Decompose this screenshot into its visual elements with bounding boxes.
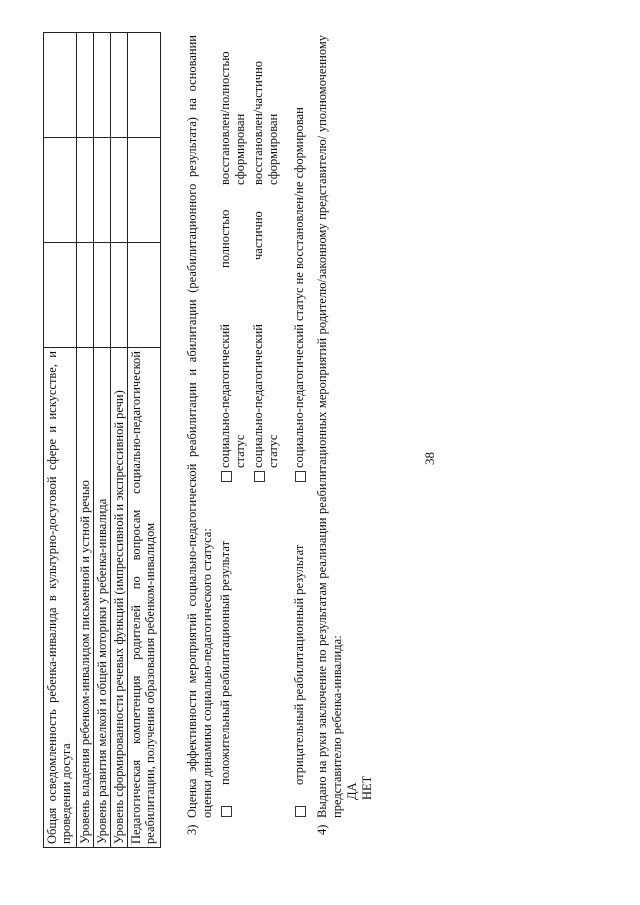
table-cell bbox=[111, 33, 128, 138]
table-cell bbox=[44, 243, 77, 348]
table-cell bbox=[77, 243, 94, 348]
positive-result-label: положительный реабилитационный результат bbox=[218, 540, 232, 785]
section-4-number: 4) bbox=[315, 824, 329, 835]
table-row bbox=[111, 33, 128, 848]
table-cell-label: Уровень владения ребенком-инвалидом письменной и устной речью bbox=[77, 348, 94, 848]
answer-no: НЕТ bbox=[360, 775, 374, 800]
table-cell bbox=[111, 138, 128, 243]
table-cell-label: Уровень развития мелкой и общей моторики у ребенка-инвалида bbox=[94, 348, 111, 848]
assessment-table bbox=[43, 32, 161, 848]
checkbox-positive[interactable] bbox=[221, 806, 232, 817]
table-cell-label: Общая осведомленность ребенка-инвалида в культурно-досуговой сфере и искусстве, и проведении досуга bbox=[44, 348, 77, 848]
table-cell bbox=[44, 33, 77, 138]
table-row bbox=[128, 33, 161, 848]
table-row bbox=[77, 33, 94, 848]
table-cell bbox=[111, 243, 128, 348]
checkbox-not-restored[interactable] bbox=[295, 471, 306, 482]
option-1-mid: полностью bbox=[218, 209, 232, 268]
checkbox-fully-restored[interactable] bbox=[221, 471, 232, 482]
answer-yes: ДА bbox=[345, 782, 359, 800]
option-2-left: социально-педагогический статус bbox=[251, 324, 280, 468]
negative-option: социально-педагогический статус не восстановлен/не сформирован bbox=[292, 107, 306, 468]
table-row bbox=[44, 33, 77, 848]
table-cell bbox=[94, 33, 111, 138]
table-row bbox=[94, 33, 111, 848]
option-2-mid: частично bbox=[251, 211, 265, 260]
option-2-right: восстановлен/частично сформирован bbox=[251, 60, 280, 185]
checkbox-partially-restored[interactable] bbox=[254, 471, 265, 482]
section-4 bbox=[315, 35, 375, 835]
table-cell bbox=[77, 33, 94, 138]
table-cell-label: Уровень сформированности речевых функций (импрессивной и экспрессивной речи) bbox=[111, 348, 128, 848]
section-3-text: Оценка эффективности мероприятий социально-педагогической реабилитации и абилитации (реабилитационного результата) на основании оценки динамики социально-педагогического статуса: bbox=[185, 35, 214, 818]
page-number: 38 bbox=[422, 452, 437, 465]
table-cell bbox=[44, 138, 77, 243]
table-cell bbox=[128, 33, 161, 138]
checkbox-negative[interactable] bbox=[295, 806, 306, 817]
section-3-number: 3) bbox=[185, 824, 199, 835]
table-cell bbox=[94, 138, 111, 243]
option-1-right: восстановлен/полностью сформирован bbox=[218, 51, 247, 185]
section-4-text: Выдано на руки заключение по результатам реализации реабилитационных мероприятий родителю/законному представителю/ уполномоченному представителю ребенка-инвалида: bbox=[315, 35, 344, 818]
table-cell bbox=[94, 243, 111, 348]
table-cell bbox=[128, 138, 161, 243]
negative-result-label: отрицательный реабилитационный результат bbox=[292, 544, 306, 785]
section-3 bbox=[185, 35, 215, 835]
option-1-left: социально-педагогический статус bbox=[218, 324, 247, 468]
table-cell bbox=[77, 138, 94, 243]
table-cell bbox=[128, 243, 161, 348]
table-cell-label: Педагогическая компетенция родителей по вопросам социально-педагогической реабилитации, получения образования ребенком-инвалидом bbox=[128, 348, 161, 848]
